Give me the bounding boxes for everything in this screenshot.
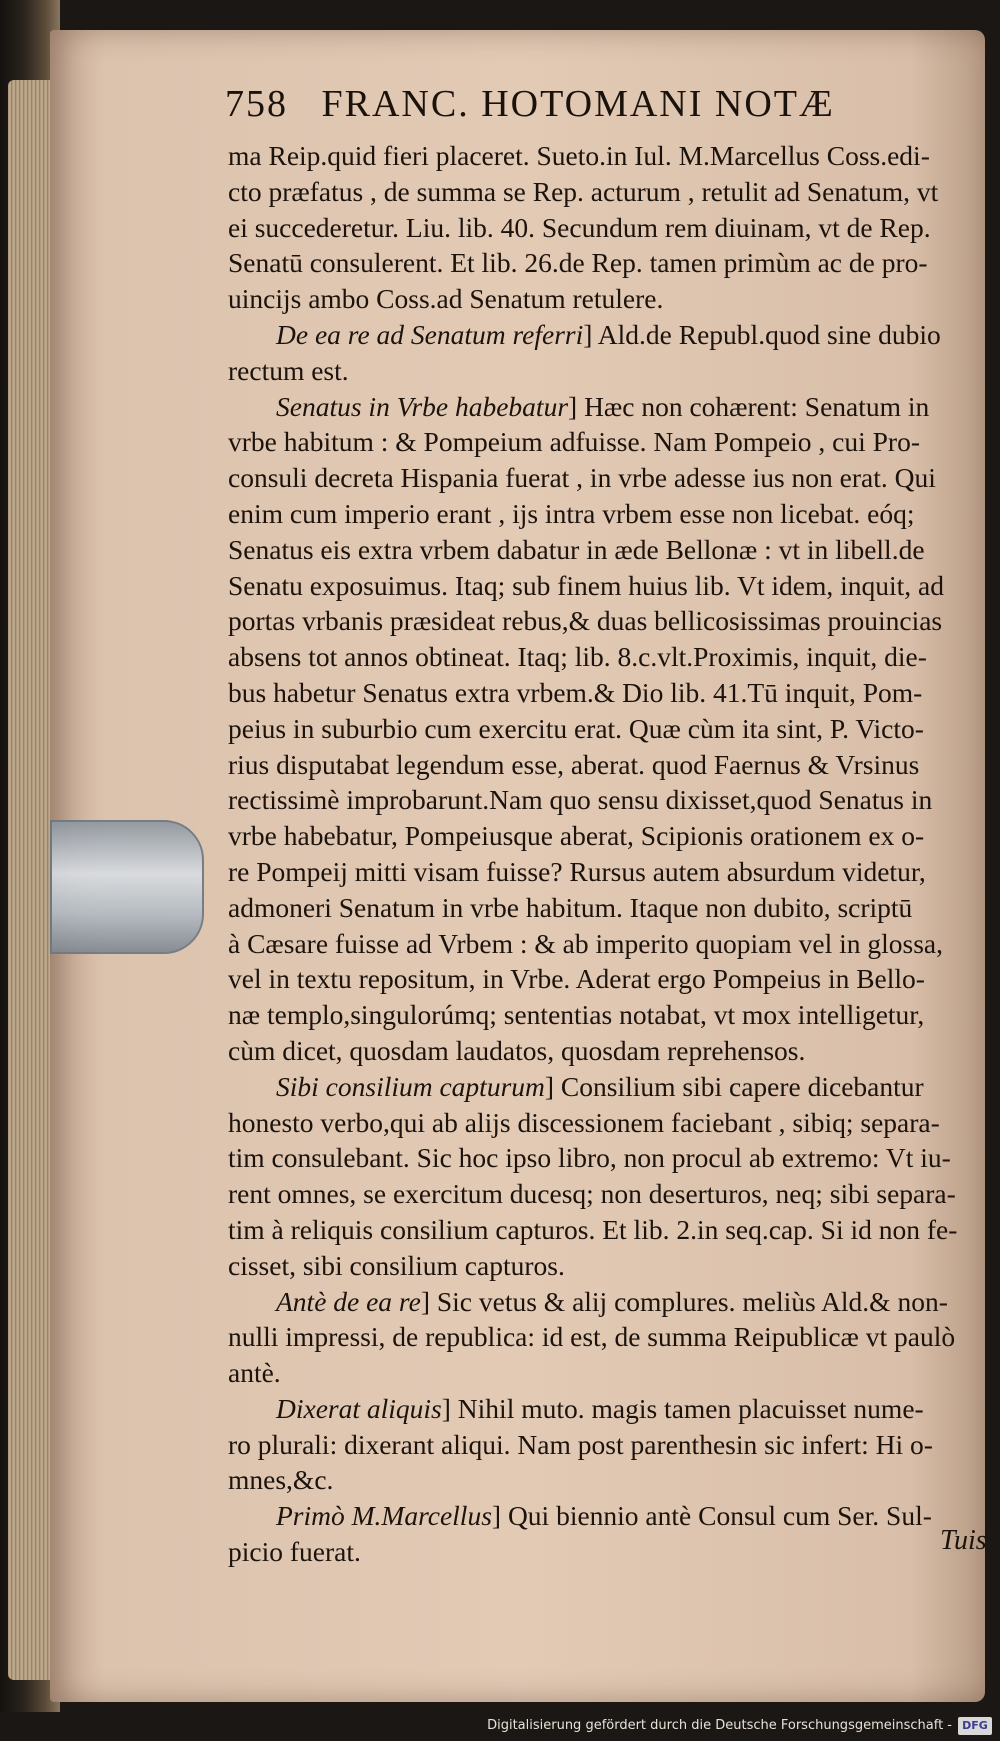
line-text: uincijs ambo Coss.ad Senatum retulere. [228, 283, 664, 315]
line-text: picio fuerat. [228, 1536, 361, 1568]
lemma: Senatus in Vrbe habebatur [276, 390, 569, 422]
line-text: mnes,&c. [228, 1464, 334, 1496]
text-line [228, 890, 963, 926]
line-text: vrbe habitum : & Pompeium adfuisse. Nam Pompeio , cui Pro- [228, 426, 920, 458]
line-text: rectum est. [228, 354, 349, 386]
text-line [228, 854, 963, 890]
lemma: De ea re ad Senatum referri [276, 318, 584, 350]
line-text: vrbe habebatur, Pompeiusque aberat, Scipionis orationem ex o- [228, 820, 925, 852]
text-line [228, 747, 963, 783]
text-line [228, 532, 963, 568]
text-line [228, 1391, 963, 1427]
lemma: Dixerat aliquis [276, 1392, 442, 1424]
text-line [228, 174, 963, 210]
line-text: næ templo,singulorúmq; sententias notabat, vt mox intelligetur, [228, 999, 925, 1031]
digitization-footer [0, 1712, 1000, 1741]
running-head [225, 82, 835, 126]
text-line [228, 818, 963, 854]
dfg-logo: DFG [958, 1717, 992, 1735]
line-text: consuli decreta Hispania fuerat , in vrbe adesse ius non erat. Qui [228, 462, 936, 494]
text-line [228, 1534, 963, 1570]
running-title: FRANC. HOTOMANI NOTÆ [321, 83, 835, 125]
line-text: vel in textu repositum, in Vrbe. Aderat ergo Pompeius in Bello- [228, 963, 925, 995]
line-text: honesto verbo,qui ab alijs discessionem faciebant , sibiq; separa- [228, 1106, 940, 1138]
text-line [228, 1140, 963, 1176]
line-text: ] Ald.de Republ.quod sine dubio [583, 318, 941, 350]
text-line [228, 997, 963, 1033]
text-line [228, 711, 963, 747]
line-text: absens tot annos obtineat. Itaq; lib. 8.c.vlt.Proximis, inquit, die- [228, 641, 927, 673]
line-text: à Cæsare fuisse ad Vrbem : & ab imperito quopiam vel in glossa, [228, 927, 943, 959]
line-text: ] Consilium sibi capere dicebantur [544, 1070, 924, 1102]
text-line [228, 1069, 963, 1105]
line-text: ei succederetur. Liu. lib. 40. Secundum rem diuinam, vt de Rep. [228, 211, 931, 243]
text-line [228, 1176, 963, 1212]
line-text: nulli impressi, de republica: id est, de summa Reipublicæ vt paulò [228, 1321, 956, 1353]
text-line [228, 245, 963, 281]
footer-credit: Digitalisierung gefördert durch die Deutsche Forschungsgemeinschaft - [487, 1718, 952, 1733]
text-line [228, 138, 963, 174]
catchword: Tuis [940, 1525, 987, 1556]
text-line [228, 1284, 963, 1320]
text-line [228, 639, 963, 675]
text-line [228, 281, 963, 317]
line-text: bus habetur Senatus extra vrbem.& Dio lib. 41.Tū inquit, Pom- [228, 676, 923, 708]
lemma: Sibi consilium capturum [276, 1070, 545, 1102]
text-line [228, 353, 963, 389]
line-text: ] Hæc non cohærent: Senatum in [568, 390, 930, 422]
text-line [228, 926, 963, 962]
text-line [228, 782, 963, 818]
text-line [228, 1105, 963, 1141]
line-text: re Pompeij mitti visam fuisse? Rursus autem absurdum videtur, [228, 855, 926, 887]
text-line [228, 1462, 963, 1498]
text-line [228, 1212, 963, 1248]
line-text: portas vrbanis præsideat rebus,& duas bellicosissimas prouincias [228, 605, 943, 637]
line-text: cùm dicet, quosdam laudatos, quosdam reprehensos. [228, 1034, 806, 1066]
text-line [228, 1498, 963, 1534]
line-text: rent omnes, se exercitum ducesq; non deserturos, neq; sibi separa- [228, 1178, 956, 1210]
line-text: peius in suburbio cum exercitu erat. Quæ cùm ita sint, P. Victo- [228, 712, 924, 744]
line-text: ro plurali: dixerant aliqui. Nam post parenthesin sic infert: Hi o- [228, 1428, 933, 1460]
line-text: enim cum imperio erant , ijs intra vrbem esse non licebat. eóq; [228, 497, 915, 529]
line-text: cisset, sibi consilium capturos. [228, 1249, 565, 1281]
line-text: antè. [228, 1357, 281, 1389]
line-text: ] Sic vetus & alij complures. meliùs Ald.& non- [420, 1285, 948, 1317]
text-line [228, 496, 963, 532]
line-text: admoneri Senatum in vrbe habitum. Itaque non dubito, scriptū [228, 891, 913, 923]
text-line [228, 961, 963, 997]
lemma: Primò M.Marcellus [276, 1500, 492, 1532]
text-line [228, 460, 963, 496]
lemma: Antè de ea re [276, 1285, 421, 1317]
text-line [228, 675, 963, 711]
text-line [228, 317, 963, 353]
folio-number: 758 [225, 83, 288, 125]
line-text: ] Qui biennio antè Consul cum Ser. Sul- [491, 1500, 932, 1532]
text-line [228, 603, 963, 639]
text-line [228, 424, 963, 460]
line-text: tim consulebant. Sic hoc ipso libro, non procul ab extremo: Vt iu- [228, 1142, 951, 1174]
line-text: rius disputabat legendum esse, aberat. quod Faernus & Vrsinus [228, 748, 920, 780]
text-line [228, 568, 963, 604]
page-content [50, 30, 985, 1702]
text-line [228, 1427, 963, 1463]
line-text: ma Reip.quid fieri placeret. Sueto.in Iul. M.Marcellus Coss.edi- [228, 140, 930, 171]
text-line [228, 1319, 963, 1355]
text-body [228, 138, 963, 1570]
line-text: tim à reliquis consilium capturos. Et lib. 2.in seq.cap. Si id non fe- [228, 1213, 958, 1245]
text-line [228, 1355, 963, 1391]
line-text: Senatū consulerent. Et lib. 26.de Rep. tamen primùm ac de pro- [228, 247, 928, 279]
text-line [228, 1248, 963, 1284]
book-page [50, 30, 985, 1702]
text-line [228, 1033, 963, 1069]
text-line [228, 389, 963, 425]
line-text: Senatus eis extra vrbem dabatur in æde Bellonæ : vt in libell.de [228, 533, 925, 565]
text-line [228, 210, 963, 246]
line-text: ] Nihil muto. magis tamen placuisset nume- [441, 1392, 924, 1424]
line-text: rectissimè improbarunt.Nam quo sensu dixisset,quod Senatus in [228, 784, 933, 816]
line-text: Senatu exposuimus. Itaq; sub finem huius lib. Vt idem, inquit, ad [228, 569, 944, 601]
line-text: cto præfatus , de summa se Rep. acturum , retulit ad Senatum, vt [228, 175, 939, 207]
